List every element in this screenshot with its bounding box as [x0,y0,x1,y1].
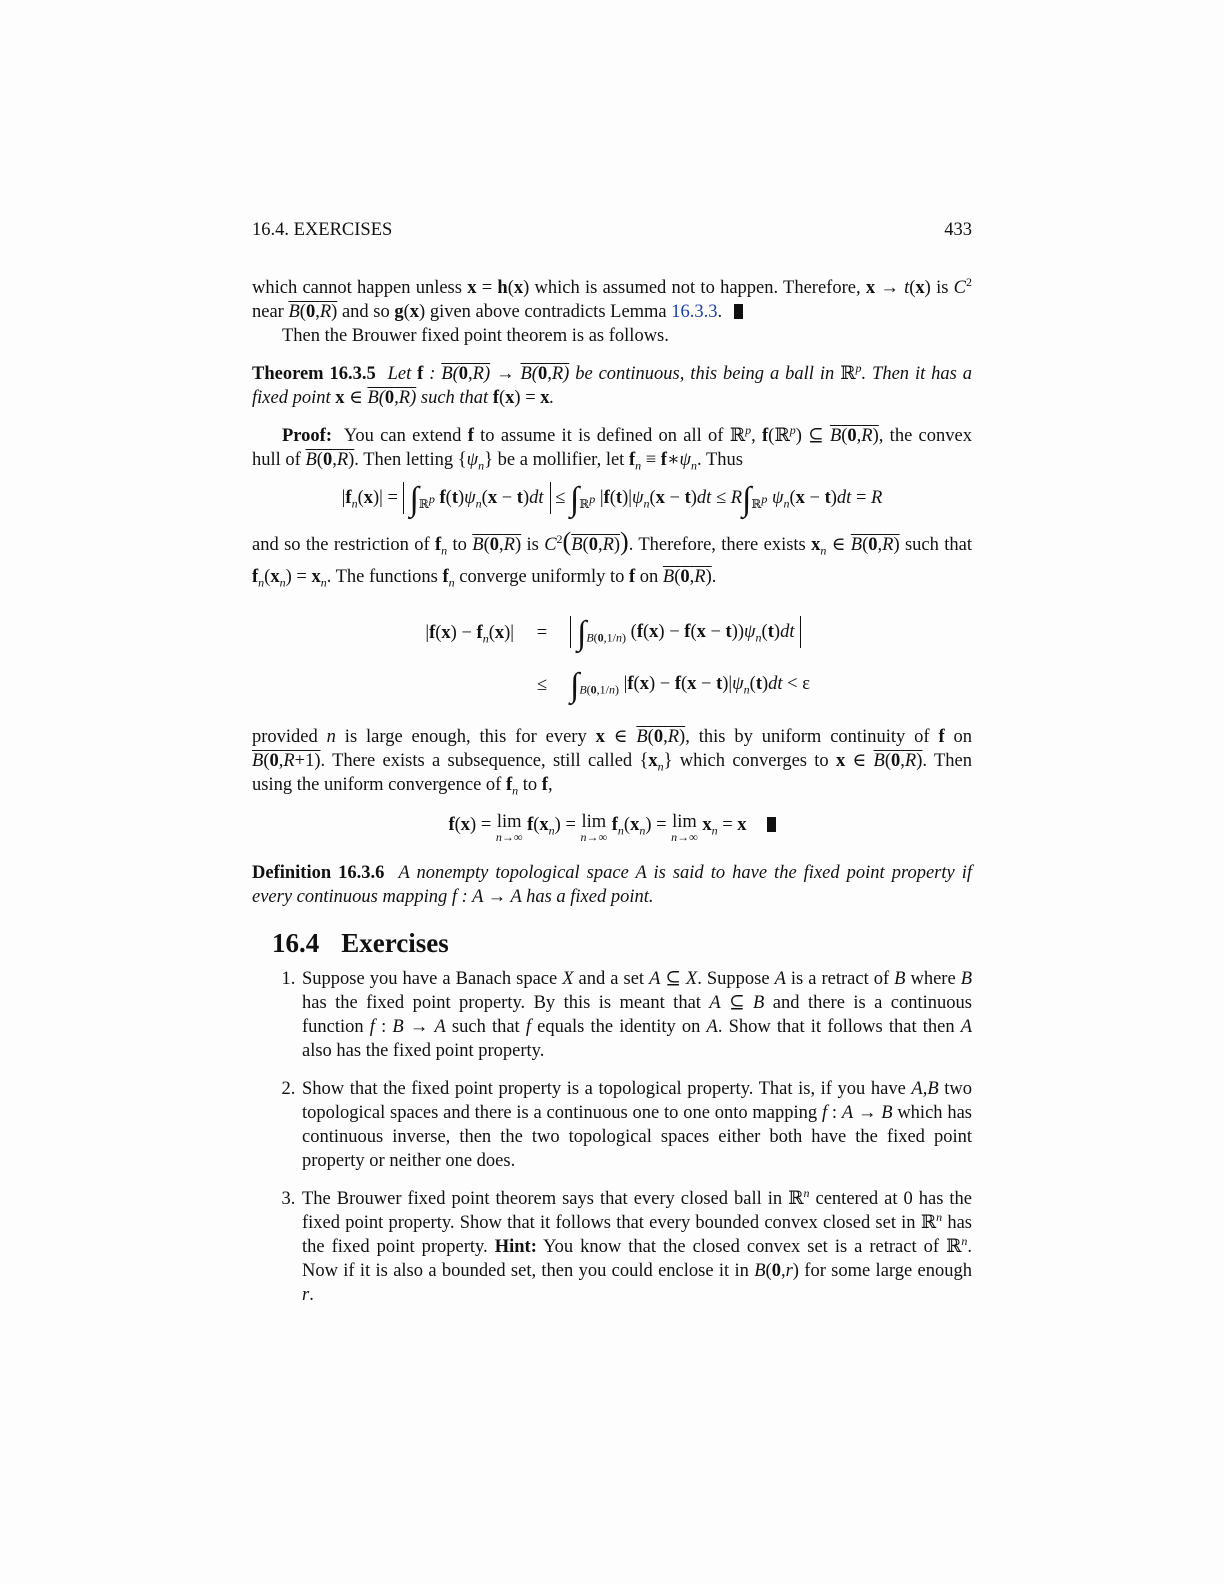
section-number: 16.4 [272,928,320,958]
header-page-number: 433 [944,220,972,240]
theorem-16-3-5: Theorem 16.3.5 Let f : B(0,R) → B(0,R) be continuous, this being a ball in ℝ$^p$. Then it has a fixed point x ∈ B(0,R) such that f(x) = x. [252,360,973,408]
equation-mollifier-bound: $|f_n(x)| = \int_{ℝ^p}$ $f(t)\psi_n(x - t)dt \le \int_{ℝ^p}$ $|f(t)|\psi_n(x - t)dt \le R\int_{ℝ^p}$ $\psi_n(x - t)dt = R$ [341,481,883,518]
theorem-label: Theorem 16.3.5 [252,364,376,384]
qed-mark-2 [767,817,776,832]
equation-uniform-convergence [382,607,972,711]
paragraph-3: and so the restriction of $f_n$ to B(0,R) is $C^2(B(0,R))$. Therefore, there exists $x_n$ ∈ B(0,R) such that $f_n(x_n) = x_n$. The functions $f_n$ converge uniformly to f on B(0,R). [252,527,972,590]
section-title: Exercises [341,928,449,958]
exercise-3: 3. The Brouwer fixed point theorem says that every closed ball in ℝ$^n$ centered at 0 has the fixed point property. Show that it follows that every bounded convex closed set in ℝ$^n$ has the fixed point property. Hint: You know that the closed convex set is a retract of ℝ$^n$. Now if it is also a bounded set, then you could enclose it in B(0,r) for some large enough r. [300,1187,972,1307]
section-heading [272,928,972,958]
proof-label: Proof: [282,426,332,446]
header-section: 16.4. EXERCISES [252,220,393,240]
definition-16-3-6: Definition 16.3.6 A nonempty topological space A is said to have the fixed point property if every continuous mapping f : A → A has a fixed point. [252,863,973,907]
paragraph-4: provided n is large enough, this for every x ∈ B(0,R), this by uniform continuity of f on B(0,R+1). There exists a subsequence, still called $\{x_n\}$ which converges to x ∈ B(0,R). Then using the uniform convergence of $f_n$ to f, [252,727,973,798]
lemma-link[interactable]: 16.3.3 [671,302,718,322]
definition-label: Definition 16.3.6 [252,863,385,883]
proof-paragraph: Proof: You can extend f to assume it is defined on all of ℝ$^p$, f(ℝ$^p$) ⊆ B(0,R), the convex hull of B(0,R). Then letting $\{\psi_n\}$ be a mollifier, let $f_n$ ≡ $f∗\psi_n$. Thus [252,422,972,473]
paragraph-1: which cannot happen unless x = h(x) which is assumed not to happen. Therefore, x → t(x) is $C^2$ near B(0,R) and so g(x) given above contradicts Lemma 16.3.3. [252,274,972,322]
equation-row-1: $|f(x) - f_n(x)|$ = $\int_{B(0,1/n)}$ $(f(x) - f(x - t))\psi_n(t)dt$ [382,607,972,659]
qed-mark [734,304,743,319]
exercise-2: 2. Show that the fixed point property is a topological property. That is, if you have A,B two topological spaces and there is a continuous one to one onto mapping f : A → B which has continuous inverse, then the two topological spaces either both have the fixed point property or neither one does. [300,1077,972,1173]
equation-fixed-point: f(x) = lim n→∞ $f(x_n) = \lim$ n→∞ $f_n(x_n) = \lim$ n→∞ $x_n = x$ [252,813,972,843]
paragraph-2: Then the Brouwer fixed point theorem is as follows. [282,326,669,346]
running-header [252,218,972,246]
equation-row-2: ≤ $\int_{B(0,1/n)}$ $|f(x) - f(x - t)|\psi_n(t)dt < \varepsilon$ [536,667,810,704]
exercise-1: 1. Suppose you have a Banach space X and a set A ⊆ X. Suppose A is a retract of B where B has the fixed point property. By this is meant that A ⊆ B and there is a continuous function f : B → A such that f equals the identity on A. Show that it follows that then A also has the fixed point property. [300,967,972,1063]
exercise-list [252,967,972,1307]
page [252,218,972,1321]
